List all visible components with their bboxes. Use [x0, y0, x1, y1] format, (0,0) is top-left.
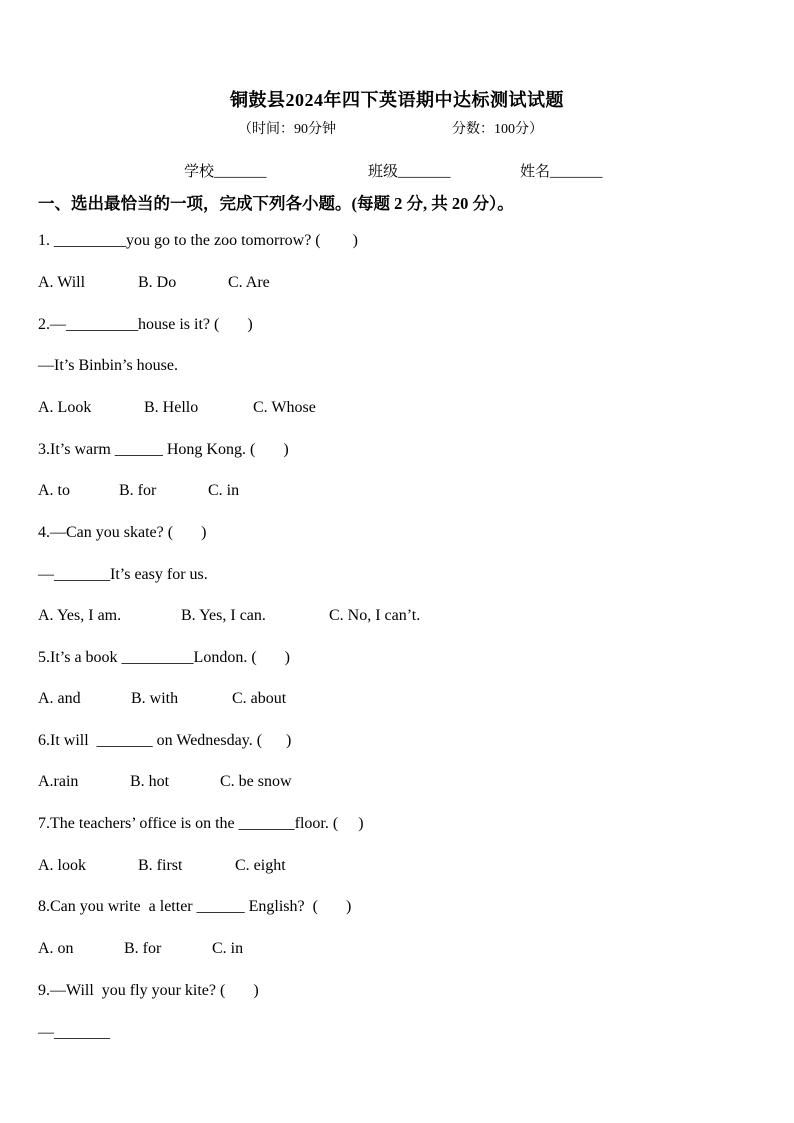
option-b: B. Do [138, 274, 177, 291]
option-a: A. Yes, I am. [38, 607, 122, 624]
option-a: A. Look [38, 399, 92, 416]
option-a: A. Will [38, 274, 86, 291]
exam-score: 分数：100分） [452, 122, 543, 137]
name-field: 姓名_______ [520, 164, 603, 180]
option-b: B. with [131, 690, 179, 707]
question-3: 3.It’s warm ______ Hong Kong. ( ) [38, 441, 289, 458]
option-b: B. for [119, 482, 157, 499]
section-heading: 一、选出最恰当的一项，完成下列各小题。(每题 2 分, 共 20 分）。 [38, 194, 514, 213]
option-a: A. look [38, 857, 86, 874]
option-c: C. be snow [220, 773, 292, 790]
question-6: 6.It will _______ on Wednesday. ( ) [38, 732, 292, 749]
option-c: C. eight [235, 857, 286, 874]
question-9: 9.—Will you fly your kite? ( ) [38, 982, 259, 999]
school-field: 学校_______ [184, 164, 267, 180]
reply-2: —It’s Binbin’s house. [38, 357, 179, 374]
question-2: 2.—_________house is it? ( ) [38, 316, 253, 333]
class-field: 班级_______ [368, 164, 451, 180]
question-4: 4.—Can you skate? ( ) [38, 524, 207, 541]
reply-9: —_______ [38, 1024, 110, 1041]
question-5: 5.It’s a book _________London. ( ) [38, 649, 290, 666]
option-a: A. to [38, 482, 70, 499]
option-c: C. in [212, 940, 244, 957]
option-b: B. for [124, 940, 162, 957]
option-b: B. Hello [144, 399, 199, 416]
option-c: C. in [208, 482, 240, 499]
exam-time: （时间：90分钟 [238, 122, 336, 137]
option-c: C. Whose [253, 399, 316, 416]
question-1: 1. _________you go to the zoo tomorrow? ( ) [38, 232, 358, 249]
option-a: A.rain [38, 773, 79, 790]
option-a: A. on [38, 940, 74, 957]
option-b: B. Yes, I can. [181, 607, 266, 624]
reply-4: —_______It’s easy for us. [38, 566, 208, 583]
exam-title: 铜鼓县2024年四下英语期中达标测试试题 [230, 90, 564, 110]
question-8: 8.Can you write a letter ______ English? ( ) [38, 898, 352, 915]
option-c: C. No, I can’t. [329, 607, 421, 624]
option-c: C. Are [228, 274, 270, 291]
option-b: B. first [138, 857, 183, 874]
option-a: A. and [38, 690, 81, 707]
question-7: 7.The teachers’ office is on the _______floor. ( ) [38, 815, 364, 832]
option-c: C. about [232, 690, 287, 707]
option-b: B. hot [130, 773, 170, 790]
